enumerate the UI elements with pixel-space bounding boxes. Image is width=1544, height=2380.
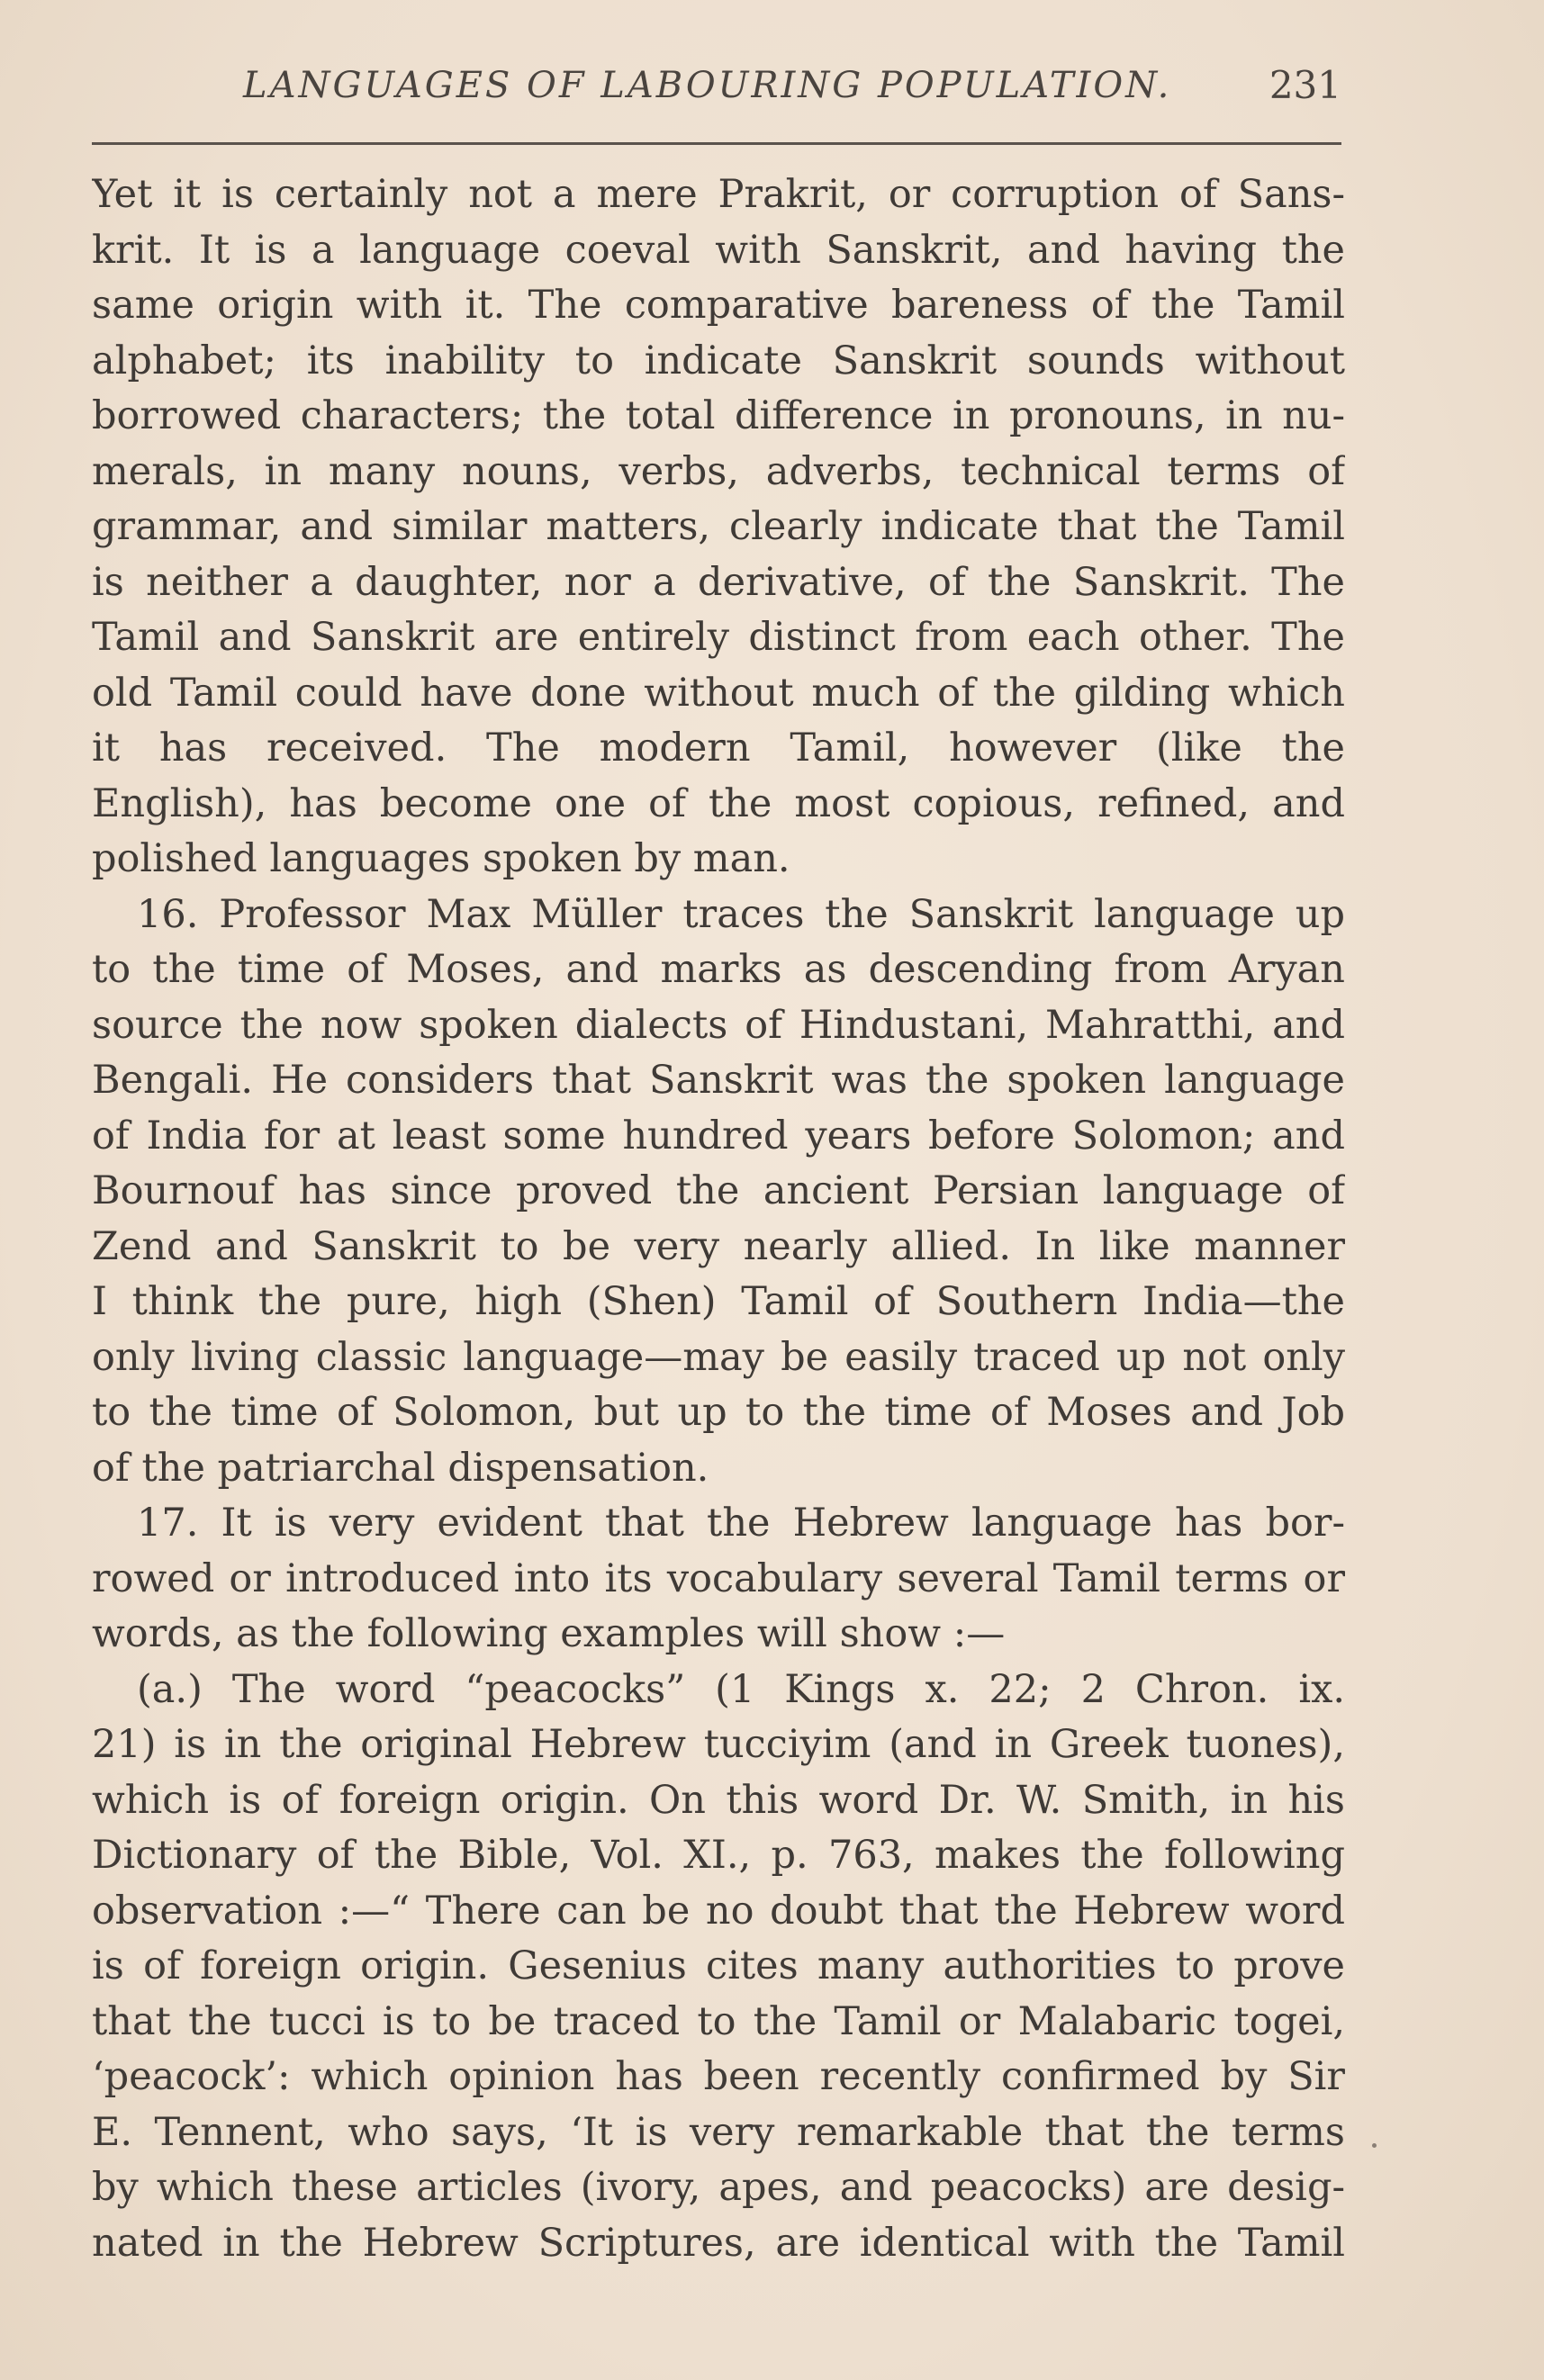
running-head	[243, 65, 1341, 119]
text-line: Dictionary of the Bible, Vol. XI., p. 763, makes the following	[92, 1833, 1345, 1878]
body-text	[92, 167, 1345, 2271]
text-line: of India for at least some hundred years before Solomon; and	[92, 1113, 1345, 1158]
paragraph-end-line: polished languages spoken by man.	[92, 836, 790, 881]
text-line: Bengali. He considers that Sanskrit was the spoken language	[92, 1058, 1345, 1103]
text-line: same origin with it. The comparative bareness of the Tamil	[92, 283, 1345, 328]
text-line: krit. It is a language coeval with Sanskrit, and having the	[92, 227, 1345, 273]
text-line: is neither a daughter, nor a derivative, of the Sanskrit. The	[92, 559, 1345, 605]
text-line: merals, in many nouns, verbs, adverbs, technical terms of	[92, 448, 1345, 494]
header-rule	[92, 142, 1341, 145]
text-line: Bournouf has since proved the ancient Persian language of	[92, 1168, 1345, 1213]
text-line: Zend and Sanskrit to be very nearly allied. In like manner	[92, 1223, 1345, 1269]
paragraph-start-line: 17. It is very evident that the Hebrew language has bor-	[137, 1501, 1345, 1546]
text-line: grammar, and similar matters, clearly indicate that the Tamil	[92, 504, 1345, 549]
paragraph-start-line: 16. Professor Max Müller traces the Sanskrit language up	[137, 891, 1345, 937]
text-line: Tamil and Sanskrit are entirely distinct from each other. The	[92, 615, 1345, 660]
text-line: is of foreign origin. Gesenius cites many authorities to prove	[92, 1943, 1345, 1988]
paragraph-end-line: of the patriarchal dispensation.	[92, 1445, 709, 1491]
text-line: Yet it is certainly not a mere Prakrit, or corruption of Sans-	[92, 172, 1345, 217]
text-line: E. Tennent, who says, ‘It is very remarkable that the terms	[92, 2109, 1345, 2155]
text-line: observation :—“ There can be no doubt that the Hebrew word	[92, 1888, 1345, 1934]
text-line: source the now spoken dialects of Hindustani, Mahratthi, and	[92, 1002, 1345, 1048]
text-line: it has received. The modern Tamil, however (like the	[92, 726, 1345, 771]
text-line: nated in the Hebrew Scriptures, are identical with the Tamil	[92, 2220, 1345, 2266]
text-line: to the time of Moses, and marks as descending from Aryan	[92, 947, 1345, 992]
text-line: by which these articles (ivory, apes, and peacocks) are desig-	[92, 2165, 1345, 2210]
text-line: to the time of Solomon, but up to the time of Moses and Job	[92, 1390, 1345, 1435]
text-line: I think the pure, high (Shen) Tamil of Southern India—the	[92, 1279, 1345, 1324]
page-number: 231	[1269, 63, 1341, 107]
text-line: alphabet; its inability to indicate Sanskrit sounds without	[92, 338, 1345, 383]
text-line: which is of foreign origin. On this word Dr. W. Smith, in his	[92, 1777, 1345, 1823]
paper-speck	[1372, 2143, 1377, 2148]
text-line: only living classic language—may be easily traced up not only	[92, 1334, 1345, 1380]
paragraph-start-line: (a.) The word “peacocks” (1 Kings x. 22; 2 Chron. ix.	[137, 1666, 1345, 1712]
paragraph-end-line: words, as the following examples will show :—	[92, 1611, 1006, 1656]
text-line: 21) is in the original Hebrew tucciyim (and in Greek tuones),	[92, 1722, 1345, 1767]
text-line: ‘peacock’: which opinion has been recently confirmed by Sir	[92, 2054, 1345, 2099]
text-line: that the tucci is to be traced to the Tamil or Malabaric togei,	[92, 1998, 1345, 2044]
text-line: old Tamil could have done without much of the gilding which	[92, 670, 1345, 716]
running-title: LANGUAGES OF LABOURING POPULATION.	[243, 65, 1172, 106]
text-line: rowed or introduced into its vocabulary several Tamil terms or	[92, 1555, 1345, 1601]
text-line: English), has become one of the most copious, refined, and	[92, 780, 1345, 826]
text-line: borrowed characters; the total difference in pronouns, in nu-	[92, 393, 1345, 438]
